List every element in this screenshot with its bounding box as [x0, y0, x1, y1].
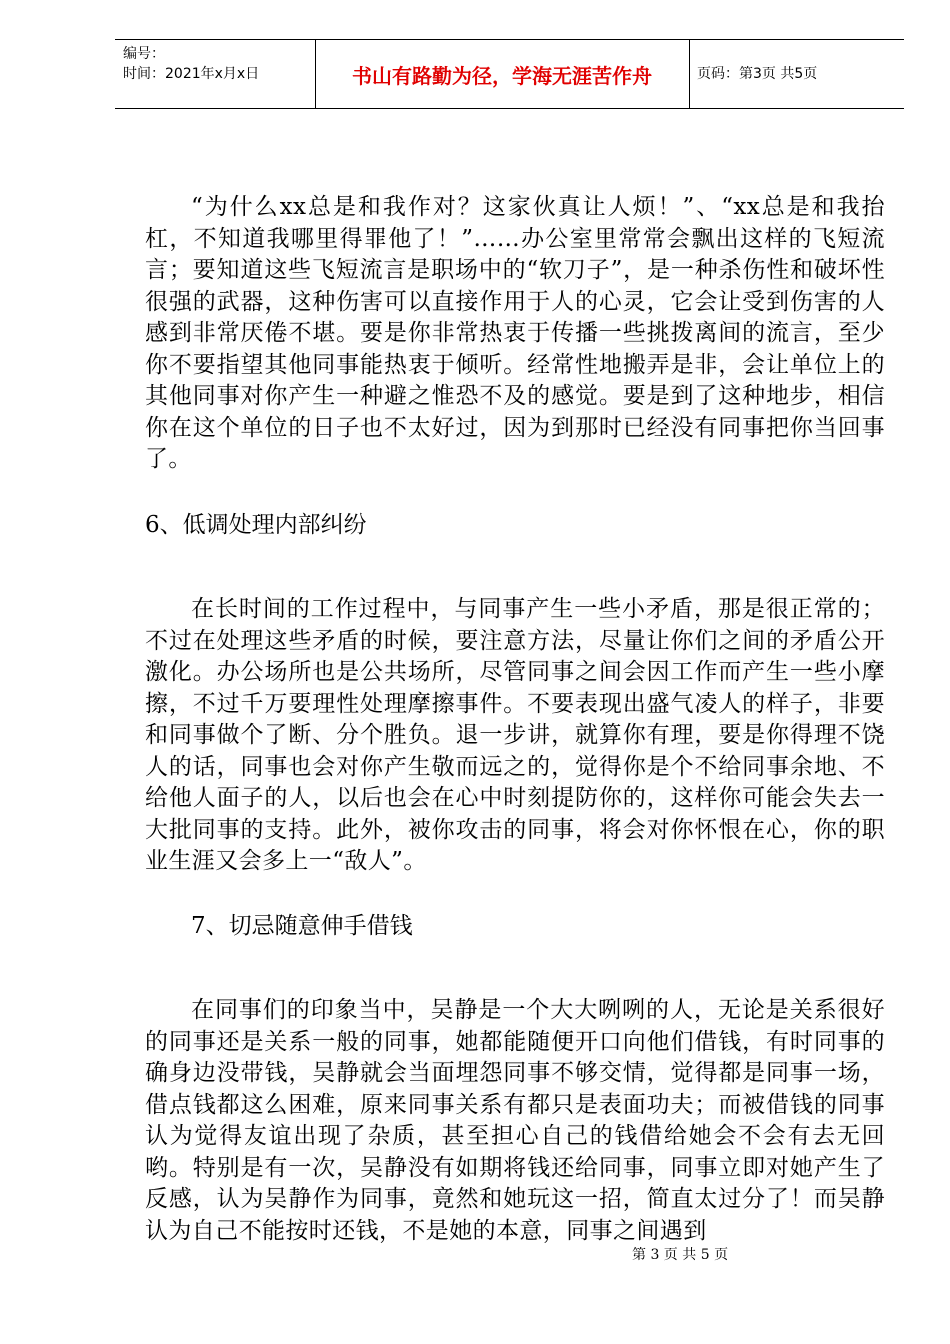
- paragraph-2: 在长时间的工作过程中，与同事产生一些小矛盾，那是很正常的；不过在处理这些矛盾的时候，要注意方法，尽量让你们之间的矛盾公开激化。办公场所也是公共场所，尽管同事之间会因工作而产生一些小摩擦，不过千万要理性处理摩擦事件。不要表现出盛气凌人的样子，非要和同事做个了断、分个胜负。退一步讲，就算你有理，要是你得理不饶人的话，同事也会对你产生敬而远之的，觉得你是个不给同事余地、不给他人面子的人，以后也会在心中时刻提防你的，这样你可能会失去一大批同事的支持。此外，被你攻击的同事，将会对你怀恨在心，你的职业生涯又会多上一“敌人”。: [145, 596, 885, 874]
- time-label: 时间：2021年x月x日: [123, 66, 260, 82]
- paragraph-1: “为什么xx总是和我作对？这家伙真让人烦！”、“xx总是和我抬杠，不知道我哪里得罪他了！”……办公室里常常会飘出这样的飞短流言；要知道这些飞短流言是职场中的“软刀子”，是一种杀伤性和破坏性很强的武器，这种伤害可以直接作用于人的心灵，它会让受到伤害的人感到非常厌倦不堪。要是你非常热衷于传播一些挑拨离间的流言，至少你不要指望其他同事能热衷于倾听。经常性地搬弄是非，会让单位上的其他同事对你产生一种避之惟恐不及的感觉。要是到了这种地步，相信你在这个单位的日子也不太好过，因为到那时已经没有同事把你当回事了。: [145, 194, 885, 472]
- page-header-table: [115, 39, 904, 109]
- section-heading-6: 6、低调处理内部纠纷: [145, 512, 367, 538]
- header-divider: [689, 40, 690, 108]
- header-motto: 书山有路勤为径，学海无涯苦作舟: [352, 63, 652, 88]
- paragraph-3: 在同事们的印象当中，吴静是一个大大咧咧的人，无论是关系很好的同事还是关系一般的同事，她都能随便开口向他们借钱，有时同事的确身边没带钱，吴静就会当面埋怨同事不够交情，觉得都是同事一场，借点钱都这么困难，原来同事关系有都只是表面功夫；而被借钱的同事认为觉得友谊出现了杂质，甚至担心自己的钱借给她会不会有去无回哟。特别是有一次，吴静没有如期将钱还给同事，同事立即对她产生了反感，认为吴静作为同事，竟然和她玩这一招，简直太过分了！而吴静认为自己不能按时还钱，不是她的本意，同事之间遇到: [145, 997, 885, 1244]
- header-left-cell: [123, 44, 259, 84]
- serial-label: 编号：: [123, 46, 165, 62]
- header-page-info: 页码：第3页 共5页: [697, 66, 818, 82]
- section-heading-7: 7、切忌随意伸手借钱: [191, 913, 413, 939]
- page-footer: 第 3 页 共 5 页: [632, 1247, 729, 1263]
